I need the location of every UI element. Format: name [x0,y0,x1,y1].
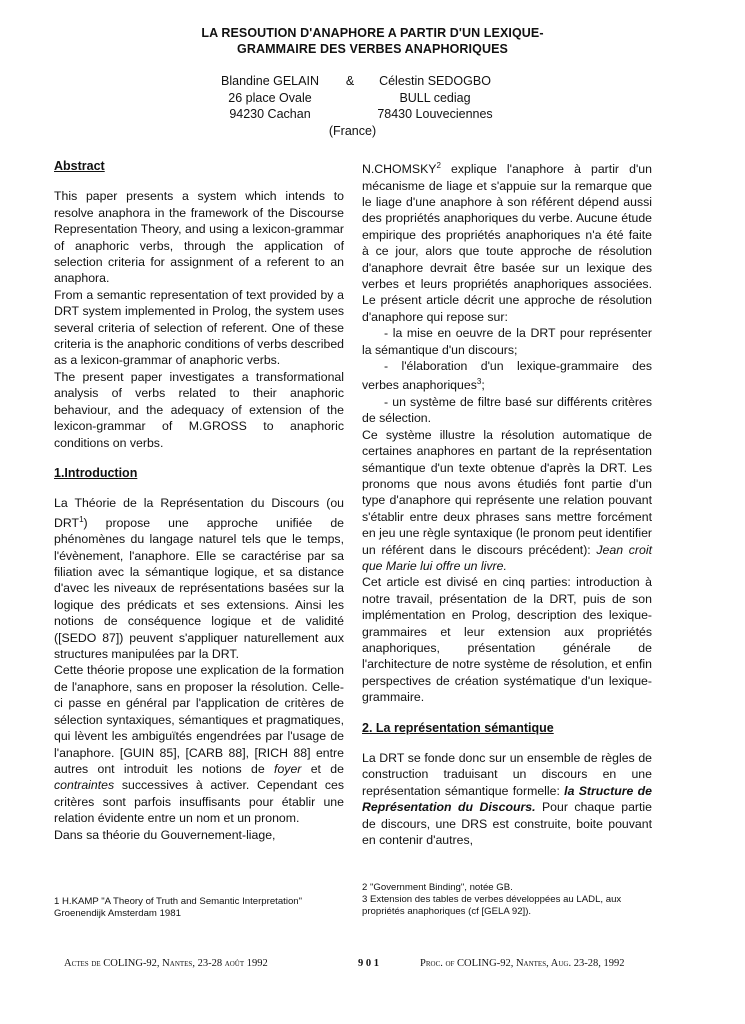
page-number: 9 0 1 [358,958,379,969]
abstract-paragraph-2: From a semantic representation of text provided by a DRT system implemented in Prolog, the system uses several criteria of selection of referent. One of these criteria is the anaphoric conditions of verbs described as a lexicon-grammar of anaphoric verbs. [54,287,344,368]
introduction-heading: 1.Introduction [54,465,138,480]
list-item-1: - la mise en oeuvre de la DRT pour représenter la sémantique d'un discours; [362,326,652,357]
footer-left: Actes de COLING-92, Nantes, 23-28 août 1992 [64,958,268,969]
paper-title-line1: LA RESOUTION D'ANAPHORE A PARTIR D'UN LEXIQUE- [201,26,544,40]
section2-paragraph-1: La DRT se fonde donc sur un ensemble de règles de construction traduisant un discours en une représentation sémantique formelle: la Structure de Représentation du Discours. Pour chaque partie de discours, une DRS est construite, boite pouvant en contenir d'autres, [362,751,652,848]
left-column [54,158,344,843]
abstract-heading: Abstract [54,159,105,173]
footer-right: Proc. of COLING-92, Nantes, Aug. 23-28, 1992 [420,958,625,969]
author1-address-line1: 26 place Ovale [228,90,312,105]
right-paragraph-1: N.CHOMSKY$^2$ explique l'anaphore à partir d'un mécanisme de liage et s'appuie sur la remarque que le liage d'une anaphore à son référent dépend aussi des propriétés anaphoriques du verbe. Aucune étude empirique des propriétés anaphoriques n'a été faite à ce jour, alors que toute approche de résolution d'anaphore devrait être basée sur un lexique des verbes et leurs propriétés anaphoriques associées. Le présent article décrit une approche de résolution d'anaphore qui repose sur: [362,161,652,324]
author2-address: 78430 Louveciennes [377,107,493,121]
footnotes-right [362,882,662,918]
intro-paragraph-3: Dans sa théorie du Gouvernement-liage, [54,827,276,842]
footnote-2: 2 "Government Binding", notée GB. [362,882,513,893]
author1-name: Blandine GELAIN [221,74,319,88]
section2-heading: 2. La représentation sémantique [362,720,554,735]
author1-address-line2: 94230 Cachan [229,107,311,121]
list-item-3: - un système de filtre basé sur différents critères de sélection. [362,394,652,426]
footnote-1: 1 H.KAMP "A Theory of Truth and Semantic Interpretation" Groenendijk Amsterdam 1981 [54,896,303,919]
author-ampersand: & [345,74,355,88]
author-country: (France) [328,123,377,138]
paper-title-line2: GRAMMAIRE DES VERBES ANAPHORIQUES [237,42,508,56]
right-paragraph-3: Cet article est divisé en cinq parties: introduction à notre travail, présentation de la DRT, puis de son implémentation en Prolog, description des lexique-grammaires et leur extension aux propriétés anaphoriques, présentation générale de l'architecture de notre système de résolution, et enfin perspectives de création systématique d'un lexique-grammaire. [362,575,652,705]
footnote-3: 3 Extension des tables de verbes développées au LADL, aux propriétés anaphoriques (cf [GELA 92]). [362,894,622,917]
right-column [362,158,652,848]
abstract-paragraph-1: This paper presents a system which intends to resolve anaphora in the framework of the Discourse Representation Theory, and using a lexicon-grammar of anaphoric verbs, through the application of selection criteria for assignment of a referent to an anaphora. [54,189,344,286]
right-paragraph-2: Ce système illustre la résolution automatique de certaines anaphores en partant de la représentation sémantique d'un texte obtenue d'après la DRT. Les pronoms que nous avons étudiés font partie d'un type d'anaphore qui représente une relation pouvant s'établir entre deux phrases sans mettre forcément en jeu une règle syntaxique (le pronom peut identifier un référent dans le discours précédent): Jean croit que Marie lui offre un livre. [362,427,652,573]
author-block [200,73,545,139]
intro-paragraph-2: Cette théorie propose une explication de la formation de l'anaphore, sans en proposer la résolution. Celle-ci passe en général par l'application de critères de sélection syntaxiques, sémantiques et pragmatiques, qui lèvent les ambiguïtés engendrées par l'usage de l'anaphore. [GUIN 85], [CARB 88], [RICH 88] entre autres ont introduit les notions de foyer et de contraintes successives à activer. Cependant ces critères sont parfois insuffisants pour établir une relation évidente entre un nom et un pronom. [54,663,344,826]
list-item-2: - l'élaboration d'un lexique-grammaire des verbes anaphoriques$^3$; [362,358,652,393]
abstract-paragraph-3: The present paper investigates a transformational analysis of verbs related to their anaphoric behaviour, and the adequacy of extension of the lexicon-grammar of M.GROSS to anaphoric conditions on verbs. [54,369,344,450]
author2-name: Célestin SEDOGBO [379,74,491,88]
intro-paragraph-1: La Théorie de la Représentation du Discours (ou DRT$^1$) propose une approche unifiée de phénomènes du langage naturel tels que le temps, l'évènement, l'anaphore. Elle se caractérise par sa filiation avec la sémantique logique, et sa distance d'avec les niveaux de représentations basées sur la logique des prédicats et ses extensions. Ainsi les notions de conséquence logique et de validité ([SEDO 87]) peuvent s'appliquer naturellement aux structures manipulées par la DRT. [54,496,344,662]
author2-affiliation: BULL cediag [399,90,471,105]
